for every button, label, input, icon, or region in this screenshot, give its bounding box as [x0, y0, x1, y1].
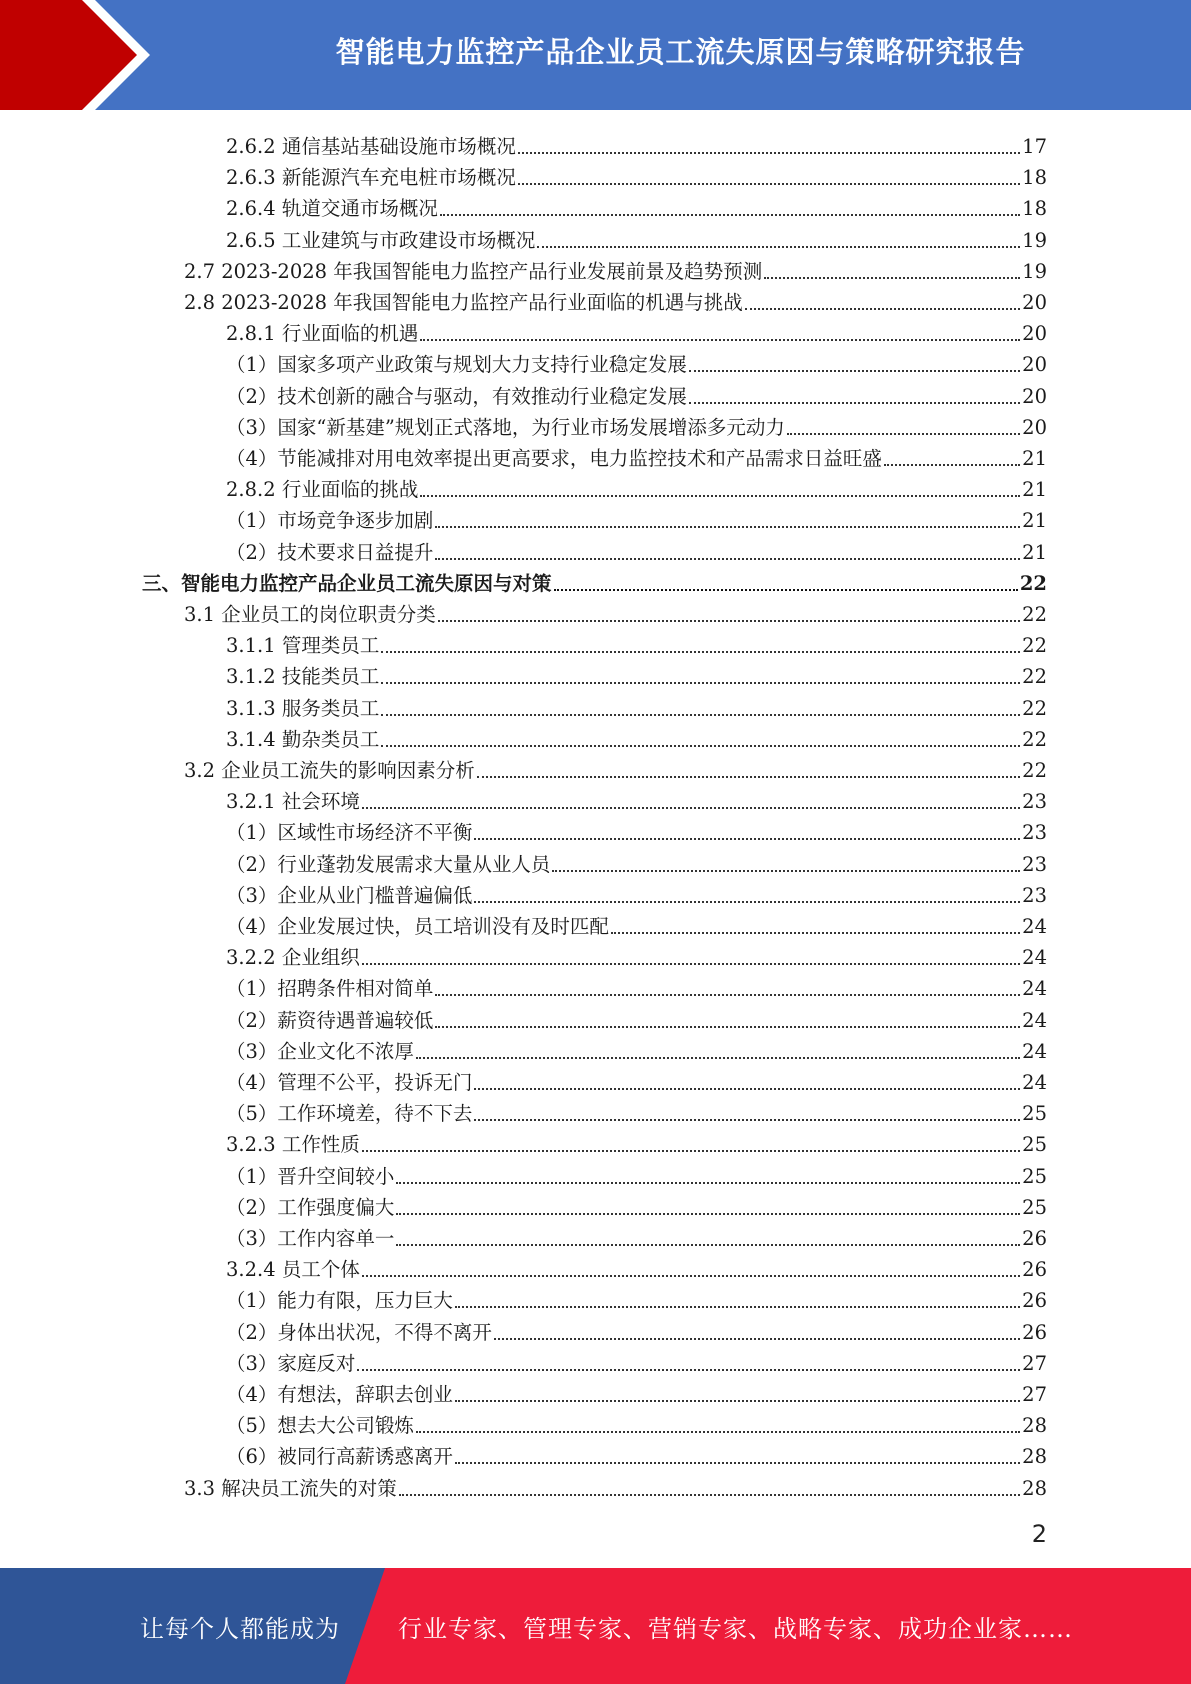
toc-entry-page: 20 [1022, 322, 1047, 346]
toc-entry-page: 24 [1022, 915, 1047, 938]
toc-entry-page: 25 [1022, 1164, 1047, 1188]
toc-dot-leader [477, 776, 1020, 778]
toc-entry-page: 23 [1022, 790, 1047, 814]
toc-entry-label: （1）能力有限，压力巨大 [226, 1289, 453, 1313]
toc-entry-page: 22 [1022, 696, 1047, 720]
toc-entry[interactable] [226, 502, 1047, 533]
toc-dot-leader [396, 1182, 1020, 1184]
toc-entry-page: 19 [1022, 259, 1047, 283]
toc-entry-label: 3.1 企业员工的岗位职责分类 [184, 603, 436, 626]
toc-dot-leader [381, 745, 1020, 747]
toc-entry-label: 2.8.2 行业面临的挑战 [226, 478, 419, 502]
toc-dot-leader [362, 1150, 1020, 1152]
toc-entry[interactable] [184, 253, 1047, 284]
header-arrow-decoration [0, 0, 160, 110]
toc-entry-page: 27 [1022, 1383, 1047, 1406]
toc-entry[interactable] [226, 721, 1047, 752]
footer-slogan-right: 行业专家、管理专家、营销专家、战略专家、成功企业家…… [398, 1614, 1073, 1643]
toc-entry-label: （3）国家“新基建”规划正式落地，为行业市场发展增添多元动力 [226, 415, 785, 439]
toc-entry-page: 24 [1022, 1071, 1047, 1094]
toc-entry-page: 17 [1022, 135, 1047, 158]
toc-entry-page: 20 [1022, 384, 1047, 408]
toc-entry[interactable] [226, 658, 1047, 689]
toc-entry-label: 3.1.3 服务类员工 [226, 696, 380, 720]
toc-entry[interactable] [226, 378, 1047, 409]
toc-entry-page: 23 [1022, 821, 1047, 845]
toc-entry-page: 22 [1022, 727, 1047, 751]
toc-dot-leader [494, 1338, 1020, 1340]
toc-dot-leader [474, 901, 1020, 903]
toc-entry-label: 2.6.4 轨道交通市场概况 [226, 197, 438, 221]
toc-dot-leader [554, 589, 1018, 591]
toc-entry[interactable] [226, 1438, 1047, 1469]
toc-dot-leader [420, 339, 1020, 341]
toc-entry[interactable] [226, 128, 1047, 159]
toc-entry[interactable] [226, 315, 1047, 346]
toc-dot-leader [745, 308, 1020, 310]
toc-dot-leader [455, 1306, 1020, 1308]
toc-dot-leader [611, 932, 1020, 934]
toc-entry[interactable] [184, 284, 1047, 315]
toc-entry[interactable] [226, 970, 1047, 1001]
toc-entry-label: 3.1.2 技能类员工 [226, 665, 380, 689]
toc-entry-page: 20 [1022, 353, 1047, 377]
toc-entry[interactable] [226, 1282, 1047, 1313]
toc-entry-label: （2）技术创新的融合与驱动，有效推动行业稳定发展 [226, 384, 687, 408]
toc-entry-label: 3.1.4 勤杂类员工 [226, 727, 380, 751]
toc-entry-label: 3.2.3 工作性质 [226, 1133, 360, 1157]
toc-entry[interactable] [226, 814, 1047, 845]
toc-entry-page: 26 [1022, 1227, 1047, 1250]
toc-dot-leader [416, 1057, 1020, 1059]
toc-entry-label: （1）晋升空间较小 [226, 1164, 395, 1188]
toc-entry-label: （1）区域性市场经济不平衡 [226, 821, 473, 845]
toc-dot-leader [420, 495, 1020, 497]
toc-entry-page: 22 [1022, 759, 1047, 782]
toc-entry-label: 2.7 2023-2028 年我国智能电力监控产品行业发展前景及趋势预测 [184, 259, 763, 283]
toc-dot-leader [399, 1494, 1020, 1496]
toc-dot-leader [552, 870, 1020, 872]
toc-entry[interactable] [226, 409, 1047, 440]
toc-entry[interactable] [226, 877, 1047, 908]
toc-entry[interactable] [226, 1314, 1047, 1345]
toc-dot-leader [440, 214, 1020, 216]
toc-entry[interactable] [226, 440, 1047, 471]
toc-dot-leader [518, 183, 1020, 185]
toc-dot-leader [416, 1431, 1020, 1433]
toc-entry[interactable] [226, 1376, 1047, 1407]
toc-entry[interactable] [226, 1251, 1047, 1282]
toc-dot-leader [435, 558, 1020, 560]
toc-entry-page: 22 [1022, 603, 1047, 626]
toc-entry-page: 28 [1022, 1445, 1047, 1469]
toc-entry[interactable] [184, 752, 1047, 783]
toc-entry[interactable] [226, 783, 1047, 814]
toc-entry-page: 24 [1022, 977, 1047, 1001]
toc-dot-leader [396, 1213, 1020, 1215]
toc-dot-leader [537, 246, 1020, 248]
toc-dot-leader [381, 682, 1020, 684]
toc-entry[interactable] [226, 690, 1047, 721]
toc-dot-leader [381, 651, 1020, 653]
toc-dot-leader [474, 1119, 1020, 1121]
toc-entry[interactable] [226, 1064, 1047, 1095]
toc-dot-leader [435, 1026, 1020, 1028]
toc-dot-leader [396, 1244, 1020, 1246]
toc-entry-page: 22 [1022, 665, 1047, 689]
toc-entry-label: （3）企业文化不浓厚 [226, 1039, 414, 1063]
toc-entry-page: 20 [1022, 415, 1047, 439]
toc-dot-leader [474, 1088, 1020, 1090]
toc-entry[interactable] [226, 471, 1047, 502]
toc-entry-label: （4）管理不公平，投诉无门 [226, 1071, 473, 1094]
toc-entry-page: 20 [1022, 291, 1047, 314]
toc-entry[interactable] [226, 1189, 1047, 1220]
toc-entry-page: 23 [1022, 883, 1047, 907]
toc-entry-label: 3.3 解决员工流失的对策 [184, 1476, 397, 1500]
toc-dot-leader [455, 1400, 1020, 1402]
toc-entry[interactable] [226, 908, 1047, 939]
toc-entry-page: 28 [1022, 1414, 1047, 1438]
toc-entry-label: 2.8 2023-2028 年我国智能电力监控产品行业面临的机遇与挑战 [184, 291, 743, 314]
toc-dot-leader [787, 433, 1020, 435]
toc-dot-leader [455, 1462, 1020, 1464]
toc-dot-leader [357, 1369, 1020, 1371]
toc-entry-label: （4）节能减排对用电效率提出更高要求，电力监控技术和产品需求日益旺盛 [226, 447, 882, 470]
toc-entry-label: 2.6.2 通信基站基础设施市场概况 [226, 135, 516, 158]
toc-dot-leader [764, 277, 1020, 279]
toc-dot-leader [438, 620, 1020, 622]
toc-entry-page: 21 [1022, 509, 1047, 533]
toc-entry-label: （3）家庭反对 [226, 1351, 356, 1375]
toc-entry-label: （2）技术要求日益提升 [226, 540, 434, 564]
toc-entry[interactable] [226, 1345, 1047, 1376]
toc-entry-page: 27 [1022, 1351, 1047, 1375]
toc-dot-leader [381, 714, 1020, 716]
toc-entry[interactable] [226, 159, 1047, 190]
page-number: 2 [1031, 1520, 1047, 1548]
toc-dot-leader [362, 807, 1020, 809]
header-title: 智能电力监控产品企业员工流失原因与策略研究报告 [335, 34, 1026, 69]
toc-entry-label: 2.8.1 行业面临的机遇 [226, 322, 419, 346]
toc-entry[interactable] [226, 190, 1047, 221]
toc-entry-page: 23 [1022, 852, 1047, 876]
toc-entry[interactable] [226, 1126, 1047, 1157]
toc-entry-label: （2）身体出状况，不得不离开 [226, 1320, 492, 1344]
toc-entry-label: （2）工作强度偏大 [226, 1195, 395, 1219]
toc-entry-label: （3）企业从业门槛普遍偏低 [226, 883, 473, 907]
toc-entry-page: 21 [1022, 540, 1047, 564]
toc-entry[interactable] [226, 1158, 1047, 1189]
toc-entry-page: 21 [1022, 447, 1047, 470]
toc-entry-page: 22 [1019, 571, 1047, 595]
toc-dot-leader [689, 370, 1020, 372]
toc-entry-page: 25 [1022, 1102, 1047, 1126]
toc-entry-page: 24 [1022, 1008, 1047, 1032]
toc-entry[interactable] [226, 1407, 1047, 1438]
toc-entry-label: （4）企业发展过快，员工培训没有及时匹配 [226, 915, 609, 938]
toc-entry-label: 3.1.1 管理类员工 [226, 634, 380, 658]
toc-entry-label: 3.2.4 员工个体 [226, 1258, 360, 1282]
toc-dot-leader [518, 152, 1020, 154]
toc-entry[interactable] [226, 534, 1047, 565]
toc-entry[interactable] [226, 222, 1047, 253]
toc-entry[interactable] [226, 1095, 1047, 1126]
toc-entry[interactable] [226, 846, 1047, 877]
toc-entry[interactable] [184, 596, 1047, 627]
toc-entry-page: 19 [1022, 228, 1047, 252]
toc-dot-leader [689, 402, 1020, 404]
toc-entry-label: （5）想去大公司锻炼 [226, 1414, 414, 1438]
toc-entry-page: 18 [1022, 166, 1047, 190]
toc-entry[interactable] [226, 939, 1047, 970]
toc-entry-label: 3.2.1 社会环境 [226, 790, 360, 814]
toc-dot-leader [362, 1275, 1020, 1277]
toc-entry-label: （1）国家多项产业政策与规划大力支持行业稳定发展 [226, 353, 687, 377]
toc-entry-label: 2.6.3 新能源汽车充电桩市场概况 [226, 166, 516, 190]
toc-entry-label: （1）招聘条件相对简单 [226, 977, 434, 1001]
toc-entry-label: （5）工作环境差，待不下去 [226, 1102, 473, 1126]
toc-entry-label: （6）被同行高薪诱惑离开 [226, 1445, 453, 1469]
toc-entry-label: （2）行业蓬勃发展需求大量从业人员 [226, 852, 551, 876]
toc-entry-label: （1）市场竞争逐步加剧 [226, 509, 434, 533]
toc-dot-leader [884, 464, 1020, 466]
toc-entry[interactable] [226, 1033, 1047, 1064]
toc-entry-page: 26 [1022, 1320, 1047, 1344]
toc-entry-page: 24 [1022, 946, 1047, 970]
toc-entry-page: 25 [1022, 1133, 1047, 1157]
toc-entry-label: 三、智能电力监控产品企业员工流失原因与对策 [142, 571, 552, 595]
toc-entry-label: 3.2.2 企业组织 [226, 946, 360, 970]
toc-entry[interactable] [226, 627, 1047, 658]
toc-entry-page: 24 [1022, 1039, 1047, 1063]
page-header [0, 0, 1191, 110]
toc-entry-page: 21 [1022, 478, 1047, 502]
toc-entry-page: 26 [1022, 1289, 1047, 1313]
toc-entry-page: 25 [1022, 1195, 1047, 1219]
toc-entry[interactable] [226, 1002, 1047, 1033]
toc-entry-label: （2）薪资待遇普遍较低 [226, 1008, 434, 1032]
toc-entry-label: （3）工作内容单一 [226, 1227, 395, 1250]
toc-dot-leader [474, 838, 1020, 840]
page-footer [0, 1568, 1191, 1684]
toc-entry[interactable] [184, 1470, 1047, 1501]
toc-entry-page: 22 [1022, 634, 1047, 658]
toc-entry-label: （4）有想法，辞职去创业 [226, 1383, 453, 1406]
toc-entry[interactable] [142, 565, 1047, 596]
footer-slogan-left: 让每个人都能成为 [140, 1614, 340, 1643]
toc-entry-label: 3.2 企业员工流失的影响因素分析 [184, 759, 475, 782]
toc-dot-leader [435, 526, 1020, 528]
toc-entry-page: 18 [1022, 197, 1047, 221]
toc-entry-label: 2.6.5 工业建筑与市政建设市场概况 [226, 228, 536, 252]
toc-dot-leader [435, 994, 1020, 996]
toc-entry[interactable] [226, 1220, 1047, 1251]
toc-entry-page: 26 [1022, 1258, 1047, 1282]
toc-entry-page: 28 [1022, 1476, 1047, 1500]
toc-dot-leader [362, 963, 1020, 965]
toc-entry[interactable] [226, 346, 1047, 377]
